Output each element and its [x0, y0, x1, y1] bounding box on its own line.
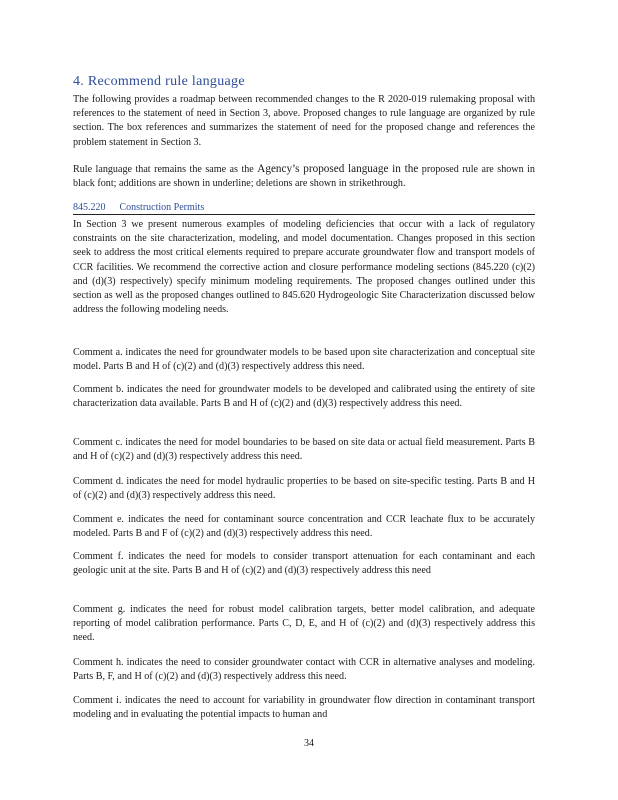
rule-language-paragraph: [73, 162, 535, 191]
comment-i: Comment i. indicates the need to account for variability in groundwater flow direction in contaminant transport modeling and in evaluating the potential impacts to human and: [73, 695, 535, 721]
subsection-number: 845.220: [73, 202, 106, 213]
rule-language-text-emphasis: Agency’s proposed language in the: [257, 163, 419, 175]
page-number: 34: [304, 738, 314, 749]
intro-paragraph: The following provides a roadmap between recommended changes to the R 2020-019 rulemaking proposal with references to the statement of need in Section 3, above. Proposed changes to rule language are organized by rule section. The box references and summarizes the statement of need for the proposed change and references the problem statement in Section 3.: [73, 94, 535, 148]
comment-a: Comment a. indicates the need for groundwater models to be based upon site characterization and conceptual site model. Parts B and H of (c)(2) and (d)(3) respectively address this need.: [73, 347, 535, 373]
subsection-heading: [73, 202, 204, 213]
comment-b: Comment b. indicates the need for groundwater models to be developed and calibrated using the entirety of site characterization data available. Parts B and H of (c)(2) and (d)(3) respectively address this need.: [73, 384, 535, 410]
section-heading: 4. Recommend rule language: [73, 74, 245, 89]
subsection-title: Construction Permits: [119, 202, 205, 213]
comment-g: Comment g. indicates the need for robust model calibration targets, better model calibration, and adequate reporting of model calibration performance. Parts C, D, E, and H of (c)(2) and (d)(3) respectively address this need.: [73, 604, 535, 644]
section-divider: [73, 214, 535, 215]
comment-d: Comment d. indicates the need for model hydraulic properties to be based on site-specific testing. Parts B and H of (c)(2) and (d)(3) respectively address this need.: [73, 476, 535, 502]
body-paragraph: In Section 3 we present numerous examples of modeling deficiencies that occur with a lack of regulatory constraints on the site characterization, modeling, and model documentation. Changes proposed in this section seek to address the most critical elements required to prepare accurate groundwater flow and transport models of CCR facilities. We recommend the corrective action and closure performance modeling sections (845.220 (c)(2) and (d)(3) respectively) specify minimum modeling requirements. The proposed changes outlined under this section as well as the proposed changes outlined to 845.620 Hydrogeologic Site Characterization discussed below address the following modeling needs.: [73, 219, 535, 316]
comment-f: Comment f. indicates the need for models to consider transport attenuation for each contaminant and each geologic unit at the site. Parts B and H of (c)(2) and (d)(3) respectively address this need: [73, 551, 535, 577]
comment-h: Comment h. indicates the need to consider groundwater contact with CCR in alternative analyses and modeling. Parts B, F, and H of (c)(2) and (d)(3) respectively address this need.: [73, 657, 535, 683]
rule-language-text-post: proposed rule are shown in black font; additions are shown in underline; deletions are shown in strikethrough.: [73, 164, 535, 190]
rule-language-text-pre: Rule language that remains the same as the: [73, 164, 258, 175]
comment-e: Comment e. indicates the need for contaminant source concentration and CCR leachate flux to be accurately modeled. Parts B and F of (c)(2) and (d)(3) respectively address this need.: [73, 514, 535, 540]
comment-c: Comment c. indicates the need for model boundaries to be based on site data or actual field measurement. Parts B and H of (c)(2) and (d)(3) respectively address this need.: [73, 437, 535, 463]
